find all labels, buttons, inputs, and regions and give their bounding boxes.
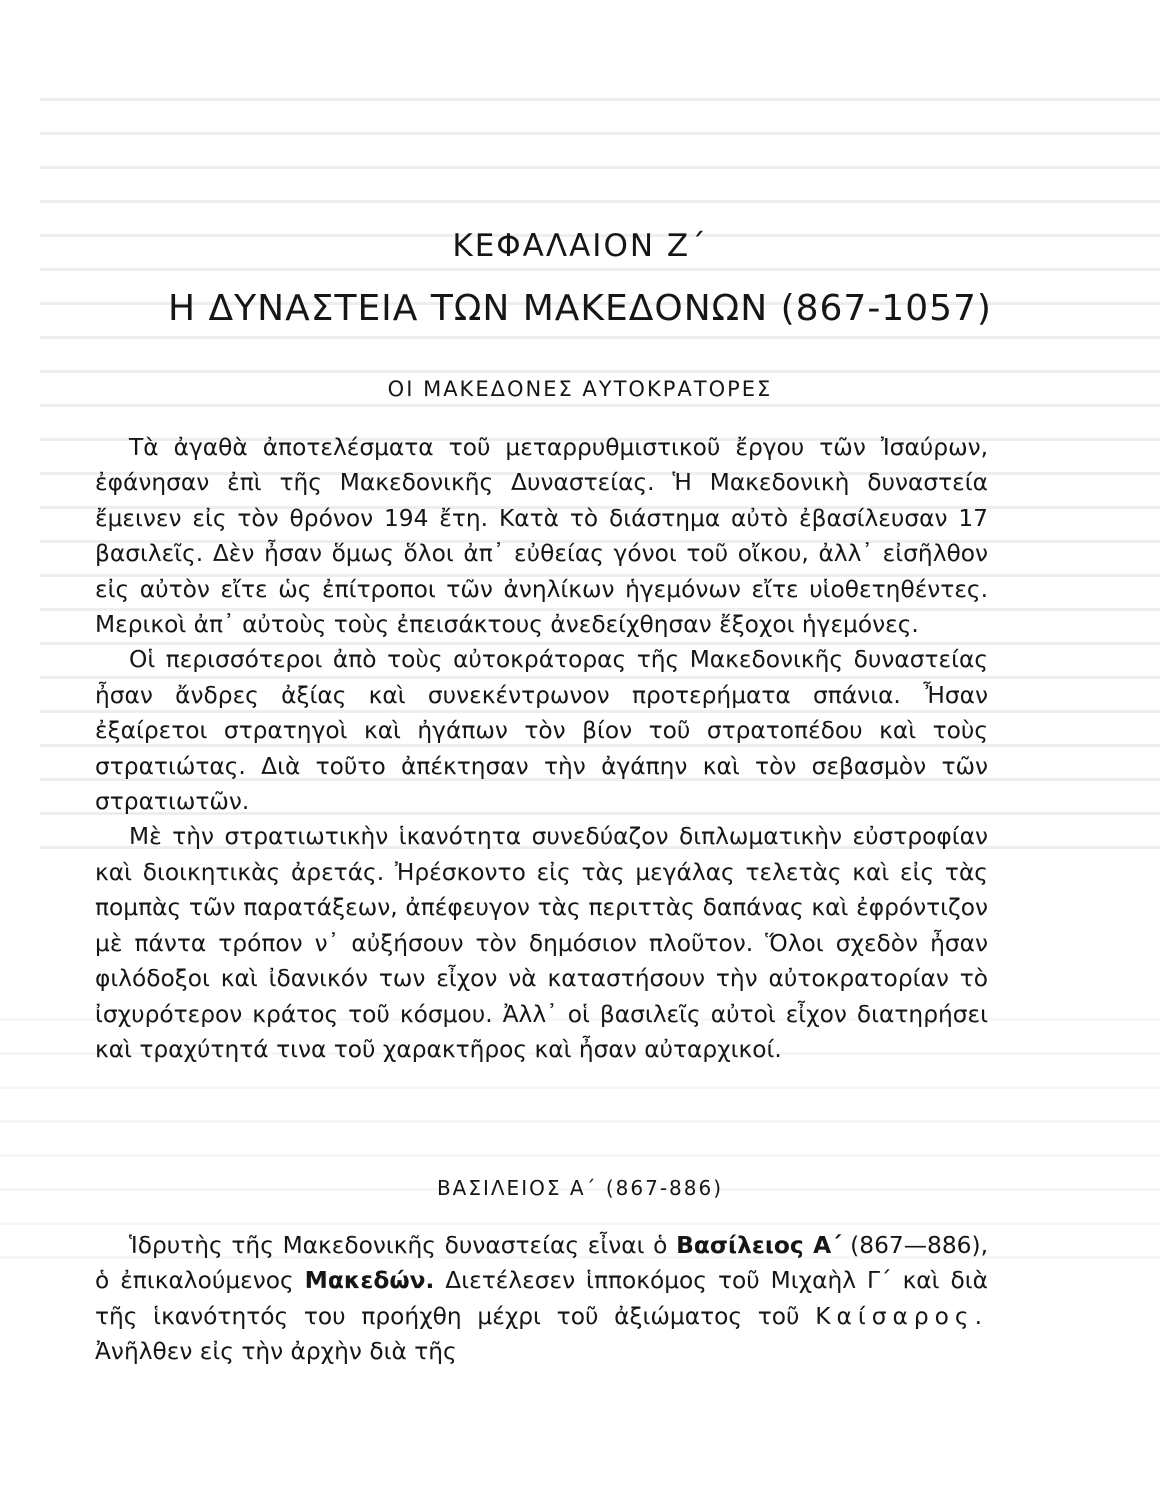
section-text-part-2: (867—886), ὁ ἐπικαλούμενος	[95, 1232, 988, 1295]
chapter-heading: ΚΕΦΑΛΑΙΟΝ Ζ΄	[452, 228, 708, 264]
section-text	[95, 1228, 988, 1370]
subheading: ΟΙ ΜΑΚΕΔΟΝΕΣ ΑΥΤΟΚΡΑΤΟΡΕΣ	[387, 377, 773, 401]
section-text-part-3: Διετέλεσεν ἱπποκόμος τοῦ Μιχαὴλ Γ΄ καὶ διὰ τῆς ἱκανότητός του προήχθη μέχρι τοῦ ἀξιώματος τοῦ	[95, 1267, 988, 1330]
paragraph-1: Τὰ ἀγαθὰ ἀποτελέσματα τοῦ μεταρρυθμιστικοῦ ἔργου τῶν Ἰσαύρων, ἐφάνησαν ἐπὶ τῆς Μακεδονικῆς Δυναστείας. Ἡ Μακεδονικὴ δυναστεία ἔμεινεν εἰς τὸν θρόνον 194 ἔτη. Κατὰ τὸ διάστημα αὐτὸ ἐβασίλευσαν 17 βασιλεῖς. Δὲν ἦσαν ὅμως ὅλοι ἀπ᾽ εὐθείας γόνοι τοῦ οἴκου, ἀλλ᾽ εἰσῆλθον εἰς αὐτὸν εἴτε ὡς ἐπίτροποι τῶν ἀνηλίκων ἡγεμόνων εἴτε υἱοθετηθέντες. Μερικοὶ ἀπ᾽ αὐτοὺς τοὺς ἐπεισάκτους ἀνεδείχθησαν ἔξοχοι ἡγεμόνες.	[95, 434, 988, 639]
chapter-title: Η ΔΥΝΑΣΤΕΙΑ ΤΩΝ ΜΑΚΕΔΟΝΩΝ (867-1057)	[168, 288, 992, 329]
section-heading: ΒΑΣΙΛΕΙΟΣ Α΄ (867-886)	[436, 1176, 724, 1200]
emperor-name: Βασίλειος Α΄	[676, 1232, 842, 1259]
emperor-epithet: Μακεδών.	[304, 1267, 435, 1295]
paragraph-3: Μὲ τὴν στρατιωτικὴν ἱκανότητα συνεδύαζον διπλωματικὴν εὐστροφίαν καὶ διοικητικὰς ἀρετάς. Ἠρέσκοντο εἰς τὰς μεγάλας τελετὰς καὶ εἰς τὰς πομπὰς τῶν παρατάξεων, ἀπέφευγον τὰς περιττὰς δαπάνας καὶ ἐφρόντιζον μὲ πάντα τρόπον ν᾽ αὐξήσουν τὸν δημόσιον πλοῦτον. Ὅλοι σχεδὸν ἦσαν φιλόδοξοι καὶ ἰδανικόν των εἶχον νὰ καταστήσουν τὴν αὐτοκρατορίαν τὸ ἰσχυρότερον κράτος τοῦ κόσμου. Ἀλλ᾽ οἱ βασιλεῖς αὐτοὶ εἶχον διατηρήσει καὶ τραχύτητά τινα τοῦ χαρακτῆρος καὶ ἦσαν αὐταρχικοί.	[95, 823, 988, 1063]
section-text-part-1: Ἱδρυτὴς τῆς Μακεδονικῆς δυναστείας εἶναι ὁ	[129, 1232, 677, 1259]
main-text	[95, 430, 988, 1067]
section-text-part-4: Ἀνῆλθεν εἰς τὴν ἀρχὴν διὰ τῆς	[95, 1338, 457, 1366]
paragraph-2: Οἱ περισσότεροι ἀπὸ τοὺς αὐτοκράτορας τῆς Μακεδονικῆς δυναστείας ἦσαν ἄνδρες ἀξίας καὶ συνεκέντρωνον προτερήματα σπάνια. Ἦσαν ἐξαίρετοι στρατηγοὶ καὶ ἠγάπων τὸν βίον τοῦ στρατοπέδου καὶ τοὺς στρατιώτας. Διὰ τοῦτο ἀπέκτησαν τὴν ἀγάπην καὶ τὸν σεβασμὸν τῶν στρατιωτῶν.	[95, 646, 988, 816]
caesar-title: Καίσαρος.	[815, 1302, 988, 1330]
section-paragraph	[95, 1228, 988, 1370]
